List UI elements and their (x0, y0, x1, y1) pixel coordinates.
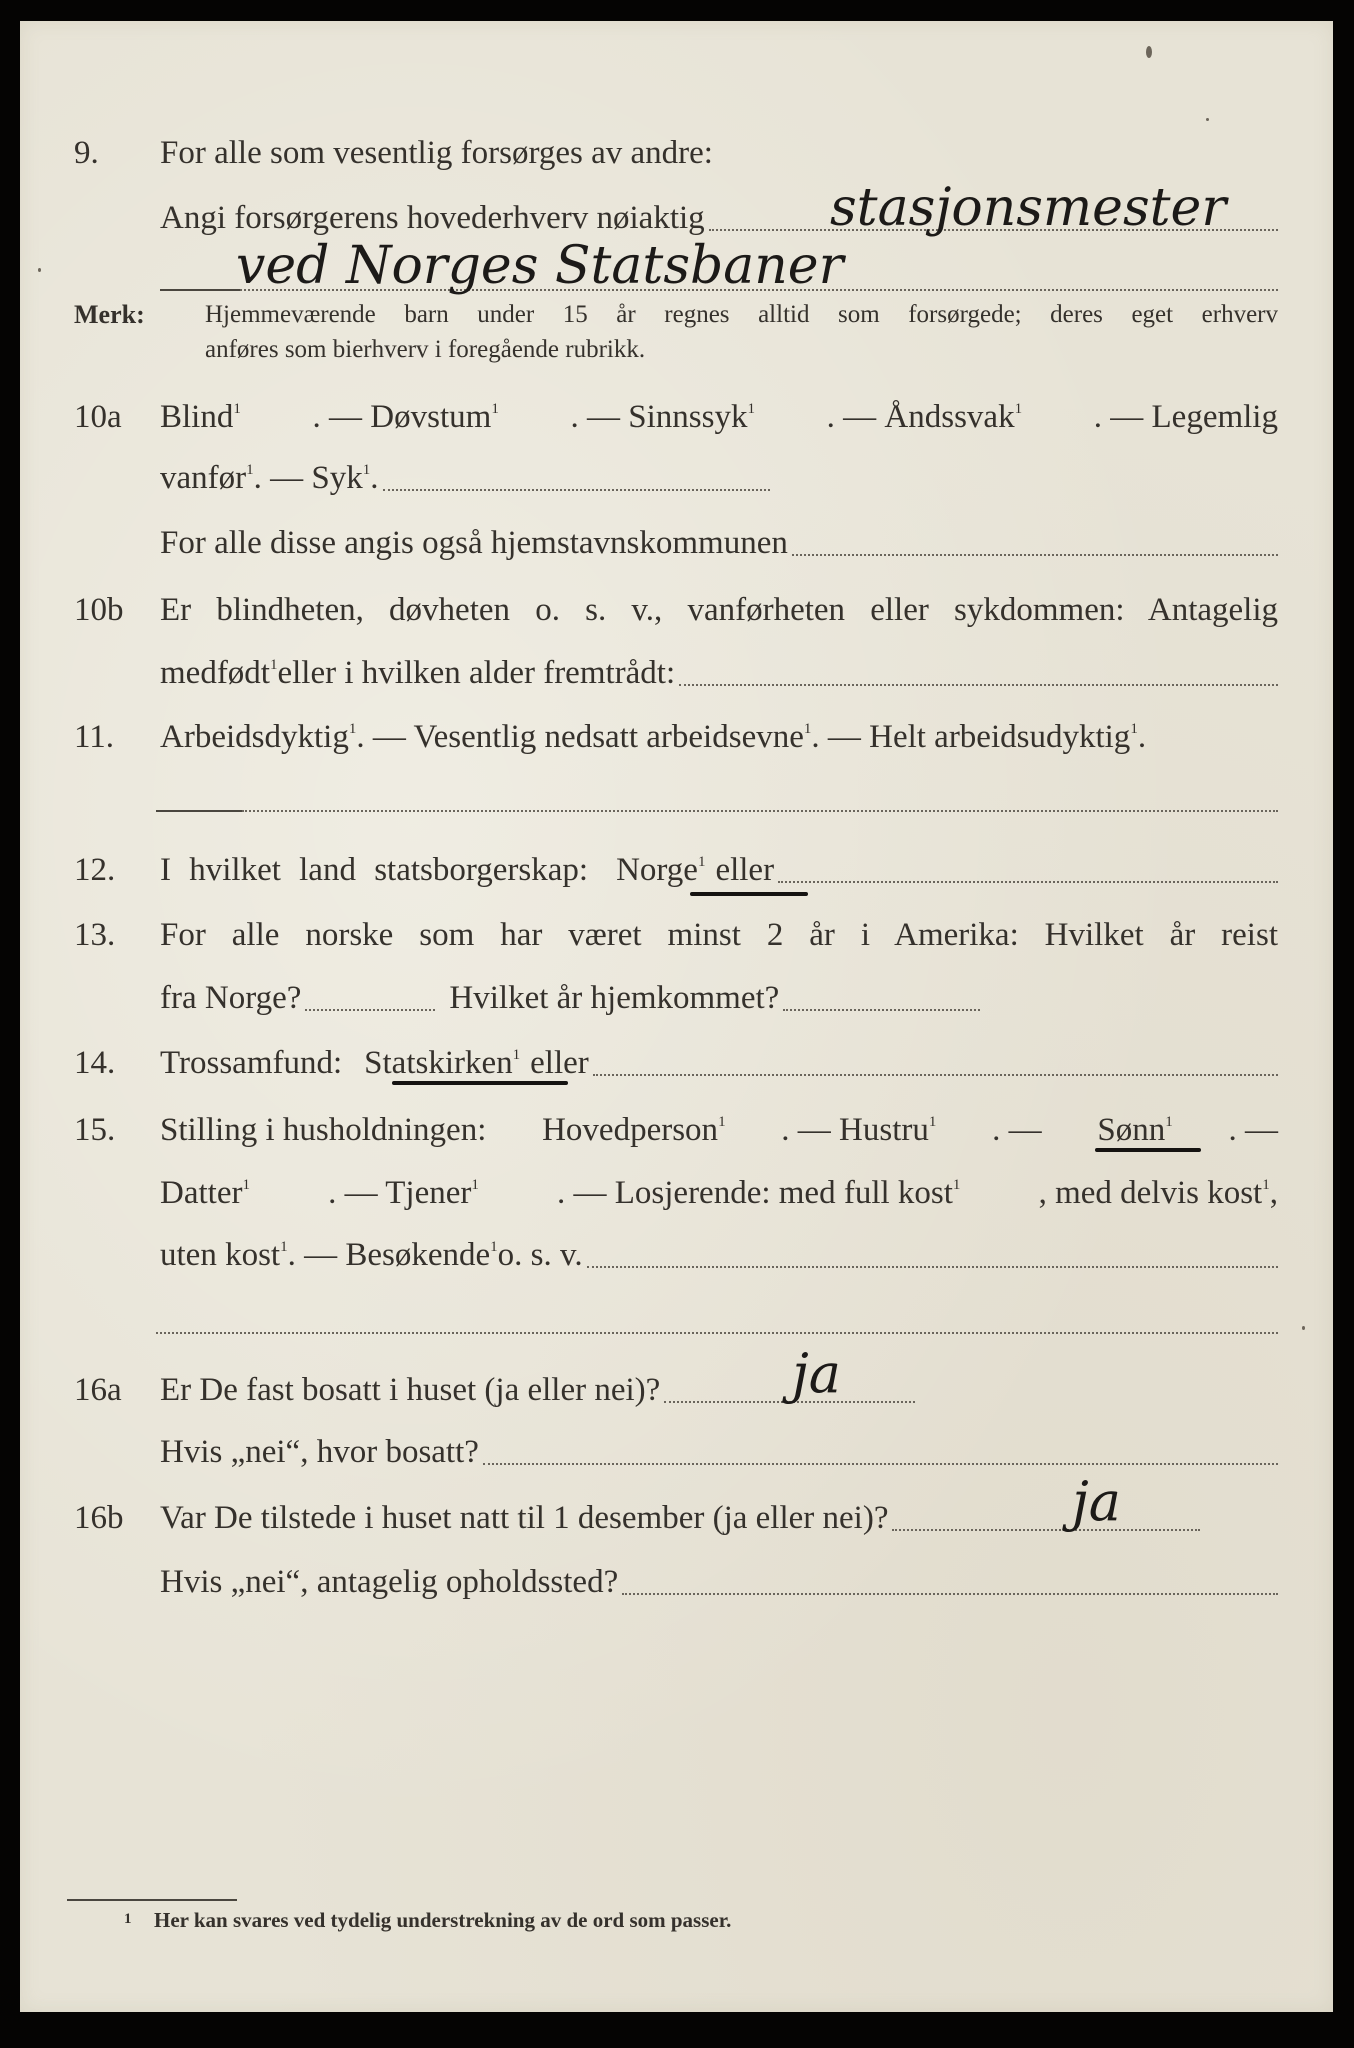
q14-number: 14. (74, 1045, 116, 1081)
option-hovedperson[interactable]: Hovedperson$^1$ (542, 1112, 726, 1148)
option-helt-arbeidsudyktig[interactable]: . — Helt arbeidsudyktig$^1$ (811, 719, 1138, 755)
option-vesentlig-nedsatt[interactable]: . — Vesentlig nedsatt arbeidsevne$^1$ (356, 719, 812, 755)
q16a-answer[interactable]: ja (792, 1342, 841, 1405)
q16a-line1: Er De fast bosatt i huset (ja eller nei)? (160, 1370, 915, 1410)
q15-number: 15. (74, 1112, 116, 1148)
paper-speck (1302, 1326, 1305, 1330)
q9-number: 9. (74, 135, 99, 171)
q16b-line2: Hvis „nei“, antagelig opholdssted? (160, 1562, 1278, 1602)
option-statskirken[interactable]: Statskirken$^1$ (364, 1045, 521, 1081)
statskirken-underline-mark (392, 1081, 568, 1085)
option-datter[interactable]: Datter$^1$ (160, 1175, 250, 1211)
q13-number: 13. (74, 917, 116, 953)
q15-line3: uten kost$^1$ . — Besøkende$^1$ o. s. v. (160, 1235, 1278, 1275)
q12-other-country-field-line[interactable] (778, 881, 1278, 883)
paper-speck (38, 268, 41, 272)
footnote-text: Her kan svares ved tydelig understrekning av de ord som passer. (154, 1908, 732, 1932)
q13-line1: For alle norske som har været minst 2 år i Amerika: Hvilket år reist (160, 917, 1278, 953)
q15-other-field-line[interactable] (587, 1266, 1278, 1268)
q16b-answer-field-line[interactable] (892, 1529, 1200, 1531)
q14-line: Trossamfund: Statskirken$^1$ eller (160, 1043, 1278, 1083)
option-arbeidsdyktig[interactable]: Arbeidsdyktig$^1$ (160, 719, 357, 755)
q11-blank-field-line[interactable] (242, 810, 1278, 812)
q9-answer-line2[interactable]: ved Norges Statsbaner (236, 236, 844, 296)
option-norge[interactable]: Norge$^1$ (616, 852, 706, 888)
option-blind[interactable]: Blind$^1$ (160, 399, 241, 435)
option-hustru[interactable]: . — Hustru$^1$ (781, 1112, 937, 1148)
paper-speck (1206, 118, 1209, 121)
merk-line2: anføres som bierhverv i foregående rubrikk. (205, 336, 646, 363)
merk-label: Merk: (74, 300, 145, 329)
q9-line1: For alle som vesentlig forsørges av andre: (160, 135, 713, 171)
q10a-line3: For alle disse angis også hjemstavnskommunen (160, 523, 1278, 563)
option-delvis-kost[interactable]: , med delvis kost$^1$, (1038, 1175, 1278, 1211)
q10a-number: 10a (74, 399, 122, 435)
q16a-number: 16a (74, 1372, 122, 1408)
option-sinnssyk[interactable]: . — Sinnssyk$^1$ (570, 399, 755, 435)
q13-line2: fra Norge? Hvilket år hjemkommet? (160, 978, 980, 1018)
option-tjener[interactable]: . — Tjener$^1$ (328, 1175, 479, 1211)
q15-line1: Stilling i husholdningen: Hovedperson$^1$ . — Hustru$^1$ . — Sønn$^1$ . — (160, 1112, 1278, 1148)
year-returned-field-line[interactable] (783, 1009, 980, 1011)
q15-blank-field-line[interactable] (156, 1332, 1278, 1334)
q15-line2 (160, 1173, 1278, 1213)
option-full-kost[interactable]: . — Losjerende: med full kost$^1$ (557, 1175, 961, 1211)
q10a-syk-field-line[interactable] (383, 489, 771, 491)
paper-stain (1146, 46, 1152, 58)
q16a-residence-field-line[interactable] (483, 1463, 1278, 1465)
q16a-line2: Hvis „nei“, hvor bosatt? (160, 1432, 1278, 1472)
footnote-rule (67, 1899, 237, 1901)
q16b-number: 16b (74, 1500, 124, 1536)
q16b-answer[interactable]: ja (1072, 1470, 1121, 1533)
q10a-line2: vanfør$^1$ . — Syk$^1$ . (160, 458, 770, 498)
footnote-marker: 1 (124, 1911, 132, 1927)
q9-answer-line1[interactable]: stasjonsmester (830, 178, 1227, 238)
option-medfodt[interactable]: medfødt$^1$ (160, 655, 278, 691)
option-syk[interactable]: . — Syk$^1$ (253, 460, 371, 496)
q9-occupation-label: Angi forsørgerens hovederhverv nøiaktig (160, 200, 705, 236)
norge-underline-mark (690, 892, 808, 896)
q12-number: 12. (74, 852, 116, 888)
q16b-whereabouts-field-line[interactable] (622, 1593, 1278, 1595)
q10b-line1: Er blindheten, døvheten o. s. v., vanførheten eller sykdommen: Antagelig (160, 592, 1278, 628)
option-legemlig[interactable]: . — Legemlig (1093, 399, 1278, 435)
q9-answer-line2-solid (160, 289, 240, 291)
q10b-number: 10b (74, 592, 124, 628)
year-left-field-line[interactable] (305, 1009, 435, 1011)
q10a-line1 (160, 397, 1278, 437)
option-besokende[interactable]: . — Besøkende$^1$ (287, 1237, 498, 1273)
q11-line: Arbeidsdyktig$^1$ . — Vesentlig nedsatt arbeidsevne$^1$ . — Helt arbeidsudyktig$^1$ . (160, 719, 1147, 755)
option-dovstum[interactable]: . — Døvstum$^1$ (312, 399, 499, 435)
q14-other-faith-field-line[interactable] (593, 1074, 1278, 1076)
q12-line: I hvilket land statsborgerskap: Norge$^1$ eller (160, 850, 1278, 890)
option-andssvak[interactable]: . — Åndssvak$^1$ (826, 399, 1023, 435)
q10b-age-field-line[interactable] (679, 684, 1278, 686)
merk-line1: Hjemmeværende barn under 15 år regnes alltid som forsørgede; deres eget erhverv (205, 301, 1278, 328)
sonn-underline-mark (1095, 1148, 1201, 1152)
option-vanfor[interactable]: vanfør$^1$ (160, 460, 254, 496)
q16a-answer-field-line[interactable] (664, 1401, 915, 1403)
q11-number: 11. (74, 719, 115, 755)
q10b-line2: medfødt$^1$ eller i hvilken alder fremtrådt: (160, 653, 1278, 693)
option-uten-kost[interactable]: uten kost$^1$ (160, 1237, 288, 1273)
hjemstavnskommune-field-line[interactable] (792, 554, 1278, 556)
option-sonn[interactable]: Sønn$^1$ (1097, 1112, 1173, 1148)
q11-blank-solid (156, 810, 242, 812)
q16b-line1: Var De tilstede i huset natt til 1 desember (ja eller nei)? (160, 1498, 1200, 1538)
